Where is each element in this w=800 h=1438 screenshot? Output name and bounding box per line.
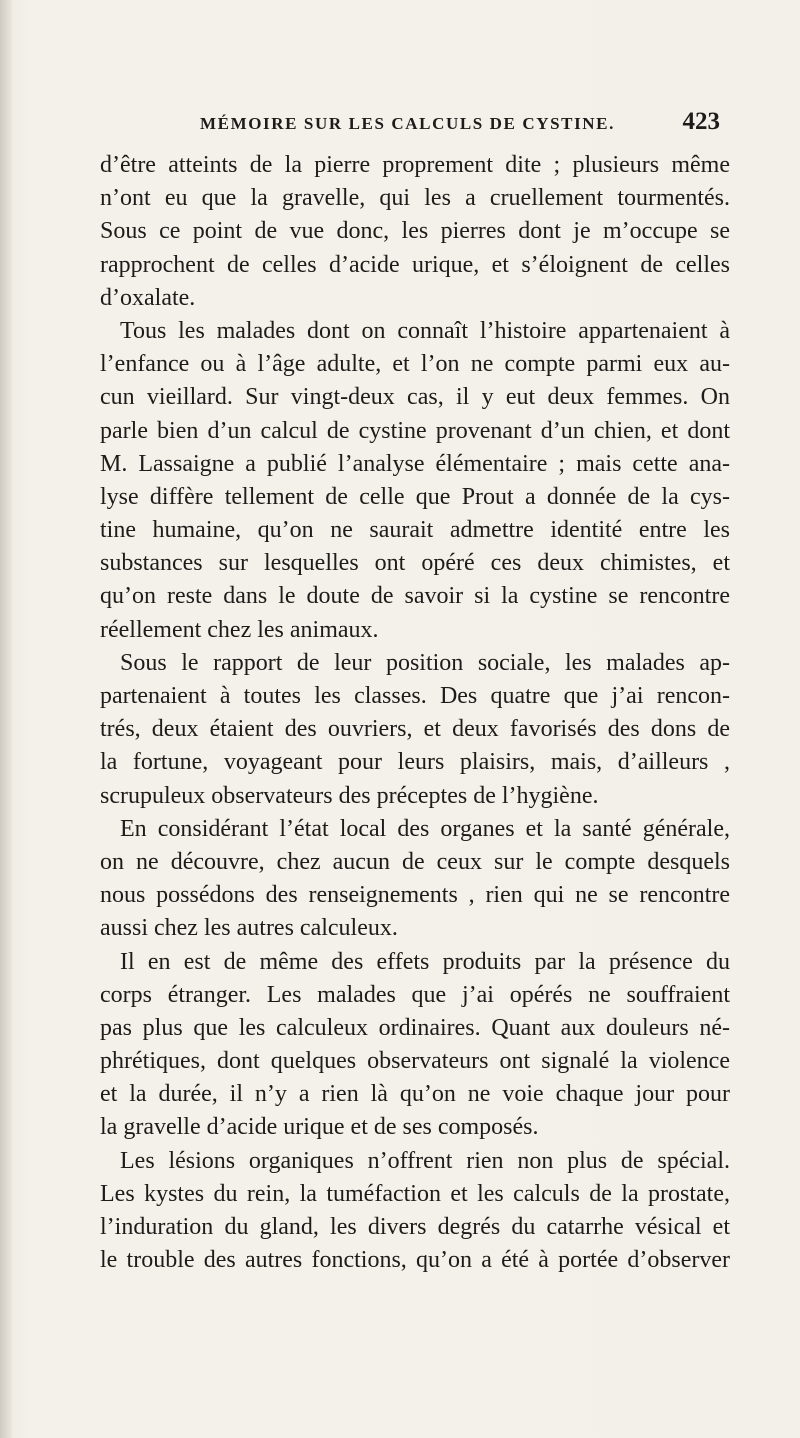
text-line: Sous le rapport de leur position sociale, les malades ap-	[120, 649, 730, 676]
text-line: Les lésions organiques n’offrent rien non plus de spécial.	[120, 1147, 730, 1174]
text-line: Les kystes du rein, la tuméfaction et les calculs de la prostate,	[100, 1180, 730, 1207]
text-line: corps étranger. Les malades que j’ai opérés ne souffraient	[100, 981, 730, 1008]
text-line: aussi chez les autres calculeux.	[100, 915, 398, 942]
page-number: 423	[682, 108, 720, 135]
text-line: rapprochent de celles d’acide urique, et s’éloignent de celles	[100, 251, 730, 278]
text-line: cun vieillard. Sur vingt-deux cas, il y eut deux femmes. On	[100, 384, 730, 411]
text-line: En considérant l’état local des organes et la santé générale,	[120, 815, 730, 842]
text-line: scrupuleux observateurs des préceptes de l’hygiène.	[100, 782, 599, 809]
body-text	[100, 149, 730, 1277]
text-line: lyse diffère tellement de celle que Prout a donnée de la cys-	[100, 483, 730, 510]
page-gutter-shadow	[0, 0, 12, 1438]
text-line: la fortune, voyageant pour leurs plaisirs, mais, d’ailleurs ,	[100, 749, 730, 776]
text-line: tine humaine, qu’on ne saurait admettre identité entre les	[100, 517, 730, 544]
text-line: et la durée, il n’y a rien là qu’on ne voie chaque jour pour	[100, 1081, 730, 1108]
text-line: l’enfance ou à l’âge adulte, et l’on ne compte parmi eux au-	[100, 351, 730, 378]
text-line: parle bien d’un calcul de cystine provenant d’un chien, et dont	[100, 417, 730, 444]
text-line: n’ont eu que la gravelle, qui les a cruellement tourmentés.	[100, 185, 730, 212]
text-line: nous possédons des renseignements , rien qui ne se rencontre	[100, 882, 730, 909]
running-head	[200, 108, 720, 142]
text-line: la gravelle d’acide urique et de ses composés.	[100, 1114, 539, 1141]
text-line: partenaient à toutes les classes. Des quatre que j’ai rencon-	[100, 683, 730, 709]
text-line: Sous ce point de vue donc, les pierres dont je m’occupe se	[100, 218, 730, 245]
text-line: l’induration du gland, les divers degrés du catarrhe vésical et	[100, 1214, 730, 1240]
text-line: trés, deux étaient des ouvriers, et deux favorisés des dons de	[100, 716, 730, 743]
text-line: réellement chez les animaux.	[100, 616, 379, 643]
text-line: d’être atteints de la pierre proprement dite ; plusieurs même	[100, 152, 730, 178]
text-line: d’oxalate.	[100, 284, 196, 311]
text-line: phrétiques, dont quelques observateurs ont signalé la violence	[100, 1048, 730, 1075]
text-line: M. Lassaigne a publié l’analyse élémentaire ; mais cette ana-	[100, 450, 730, 477]
text-line: qu’on reste dans le doute de savoir si la cystine se rencontre	[100, 583, 730, 610]
text-line: on ne découvre, chez aucun de ceux sur le compte desquels	[100, 848, 730, 875]
text-line: substances sur lesquelles ont opéré ces deux chimistes, et	[100, 550, 730, 577]
text-line: le trouble des autres fonctions, qu’on a été à portée d’observer	[100, 1247, 730, 1274]
text-line: pas plus que les calculeux ordinaires. Quant aux douleurs né-	[100, 1014, 730, 1041]
running-title: MÉMOIRE SUR LES CALCULS DE CYSTINE.	[200, 114, 615, 133]
text-line: Tous les malades dont on connaît l’histoire appartenaient à	[120, 317, 730, 344]
text-line: Il en est de même des effets produits par la présence du	[120, 948, 730, 975]
